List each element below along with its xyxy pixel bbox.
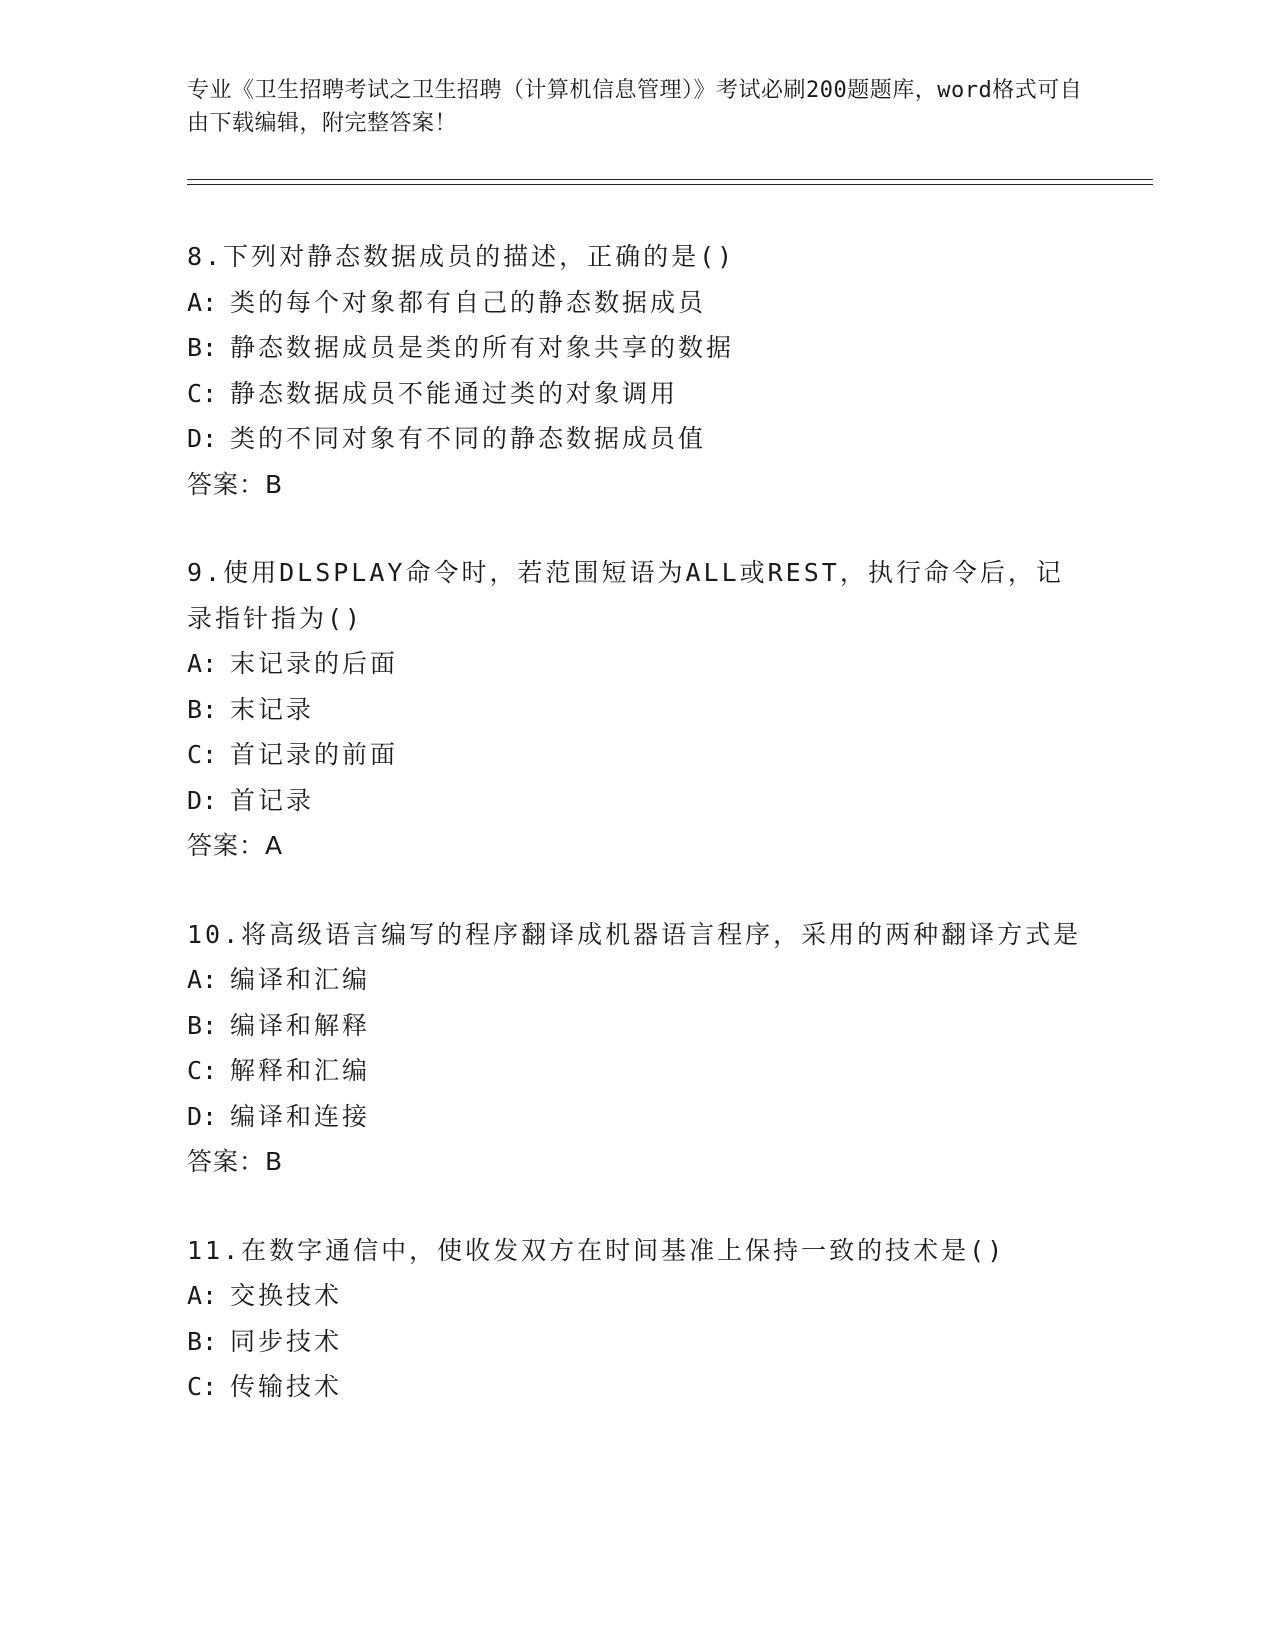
option-b	[187, 687, 1087, 733]
answer-line: 答案：B	[187, 469, 284, 499]
option-letter: D:	[187, 424, 218, 453]
page-header: 专业《卫生招聘考试之卫生招聘（计算机信息管理）》考试必刷200题题库，word格式可自由下载编辑，附完整答案！	[187, 78, 1083, 136]
option-text: 解释和汇编	[230, 1056, 371, 1085]
question-11	[187, 1228, 1087, 1410]
option-c	[187, 732, 1087, 778]
option-letter: B:	[187, 694, 218, 724]
option-a	[187, 957, 1087, 1003]
option-letter: B:	[187, 333, 218, 362]
question-stem: 9.使用DLSPLAY命令时，若范围短语为ALL或REST，执行命令后，记录指针指为()	[187, 558, 1064, 633]
option-letter: A:	[187, 1281, 218, 1310]
option-letter: A:	[187, 965, 218, 994]
option-text: 同步技术	[230, 1326, 343, 1356]
option-c	[187, 1048, 1087, 1094]
option-text: 交换技术	[230, 1281, 343, 1310]
option-c	[187, 371, 1087, 417]
option-text: 编译和汇编	[230, 965, 371, 994]
option-c	[187, 1364, 1087, 1410]
option-letter: D:	[187, 785, 218, 815]
option-a	[187, 280, 1087, 326]
option-text: 类的每个对象都有自己的静态数据成员	[230, 287, 707, 317]
option-d	[187, 1094, 1087, 1140]
option-text: 首记录	[230, 785, 315, 815]
option-letter: A:	[187, 287, 218, 317]
option-text: 静态数据成员不能通过类的对象调用	[230, 378, 679, 408]
question-9	[187, 550, 1087, 869]
option-b	[187, 1003, 1087, 1049]
option-letter: D:	[187, 1101, 218, 1131]
answer-line: 答案：A	[187, 831, 284, 860]
option-d	[187, 778, 1087, 824]
option-d	[187, 416, 1087, 462]
option-text: 传输技术	[230, 1372, 343, 1401]
question-8	[187, 234, 1087, 507]
option-b	[187, 1319, 1087, 1365]
option-letter: C:	[187, 378, 218, 408]
question-list	[187, 234, 1087, 1453]
header-divider-second	[187, 184, 1153, 185]
option-text: 静态数据成员是类的所有对象共享的数据	[230, 333, 735, 362]
option-text: 末记录的后面	[230, 649, 399, 678]
option-a	[187, 641, 1087, 687]
option-letter: B:	[187, 1326, 218, 1356]
question-stem: 8.下列对静态数据成员的描述，正确的是()	[187, 242, 736, 271]
question-10	[187, 912, 1087, 1185]
question-stem: 11.在数字通信中，使收发双方在时间基准上保持一致的技术是()	[187, 1235, 1006, 1265]
option-text: 类的不同对象有不同的静态数据成员值	[230, 424, 707, 453]
option-text: 编译和连接	[230, 1101, 371, 1131]
question-stem: 10.将高级语言编写的程序翻译成机器语言程序，采用的两种翻译方式是	[187, 919, 1082, 949]
option-letter: B:	[187, 1010, 218, 1040]
option-b	[187, 325, 1087, 371]
option-letter: C:	[187, 1056, 218, 1085]
option-text: 首记录的前面	[230, 740, 399, 769]
header-divider	[187, 179, 1153, 180]
option-text: 编译和解释	[230, 1010, 371, 1040]
option-letter: C:	[187, 740, 218, 769]
option-a	[187, 1273, 1087, 1319]
option-letter: A:	[187, 649, 218, 678]
answer-line: 答案：B	[187, 1147, 284, 1176]
option-letter: C:	[187, 1372, 218, 1401]
option-text: 末记录	[230, 694, 315, 724]
